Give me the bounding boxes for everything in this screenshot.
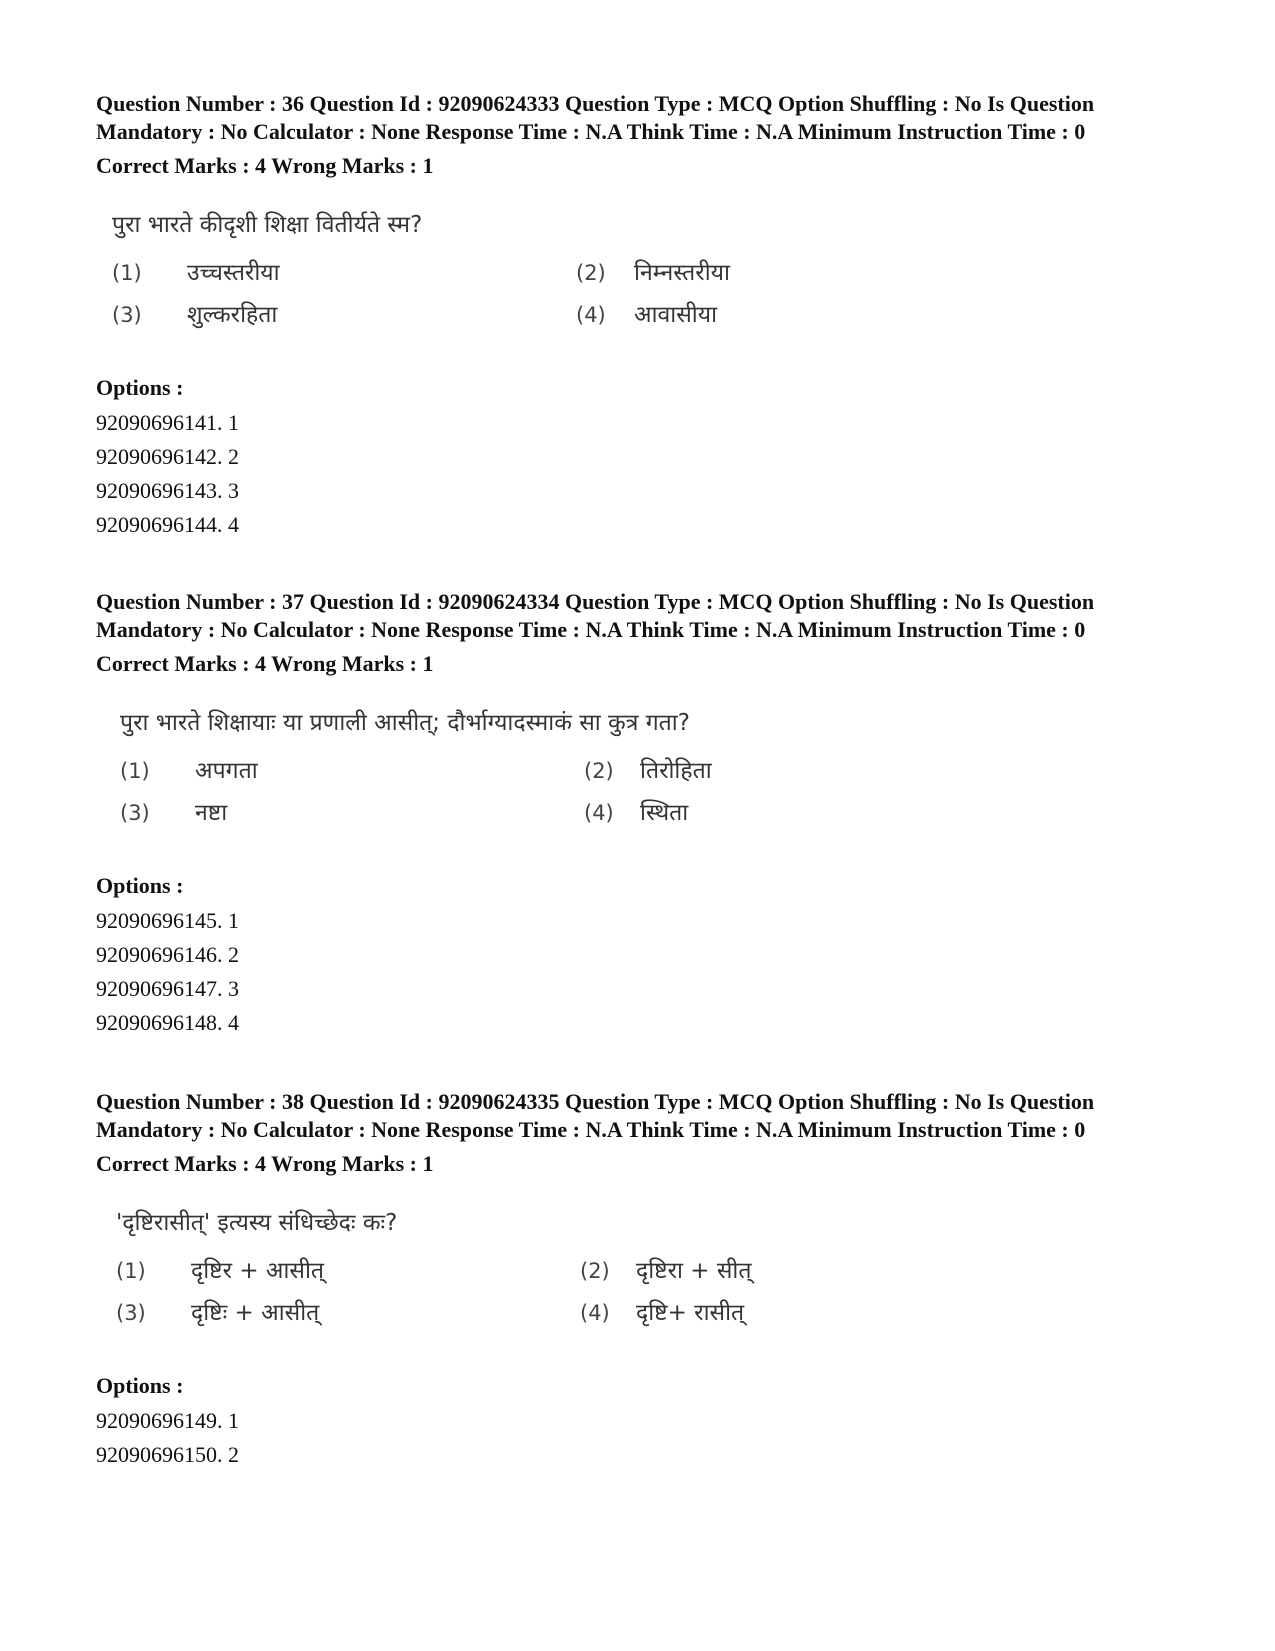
choice-grid bbox=[96, 258, 996, 344]
option-id: 92090696150. 2 bbox=[96, 1442, 239, 1467]
choice-text: दृष्टि+ रासीत् bbox=[636, 1300, 745, 1326]
option-id: 92090696145. 1 bbox=[96, 908, 239, 933]
question-text: 'दृष्टिरासीत्' इत्यस्य संधिच्छेदः कः? bbox=[116, 1210, 398, 1236]
choice-number: (3) bbox=[112, 303, 142, 327]
choice-text: अपगता bbox=[195, 758, 258, 784]
question-content bbox=[96, 210, 996, 344]
choice-text: शुल्करहिता bbox=[187, 302, 278, 328]
option-id: 92090696142. 2 bbox=[96, 444, 239, 469]
question-text: पुरा भारते कीदृशी शिक्षा वितीर्यते स्म? bbox=[112, 212, 423, 238]
question-marks: Correct Marks : 4 Wrong Marks : 1 bbox=[96, 651, 434, 676]
question-meta: Question Number : 38 Question Id : 92090624335 Question Type : MCQ Option Shuffling : No Is Question Mandatory : No Calculator : None Response Time : N.A Think Time : N.A Minimum Instruction Time : 0 bbox=[96, 1089, 1095, 1142]
choice-text: तिरोहिता bbox=[640, 758, 712, 784]
choice-1 bbox=[112, 258, 280, 288]
choice-4 bbox=[580, 1298, 744, 1328]
choice-3 bbox=[120, 798, 227, 828]
option-list bbox=[96, 406, 1176, 542]
choice-grid bbox=[96, 1256, 996, 1342]
options-heading: Options : bbox=[96, 1373, 184, 1398]
choice-text: स्थिता bbox=[640, 800, 689, 826]
option-list bbox=[96, 1404, 1176, 1472]
choice-text: दृष्टिर + आसीत् bbox=[191, 1258, 325, 1284]
question-marks: Correct Marks : 4 Wrong Marks : 1 bbox=[96, 1151, 434, 1176]
choice-text: उच्चस्तरीया bbox=[187, 260, 280, 286]
choice-number: (4) bbox=[580, 1301, 610, 1325]
choice-number: (2) bbox=[580, 1259, 610, 1283]
option-id: 92090696144. 4 bbox=[96, 512, 239, 537]
options-heading: Options : bbox=[96, 375, 184, 400]
choice-number: (4) bbox=[576, 303, 606, 327]
question-meta: Question Number : 37 Question Id : 92090624334 Question Type : MCQ Option Shuffling : No Is Question Mandatory : No Calculator : None Response Time : N.A Think Time : N.A Minimum Instruction Time : 0 bbox=[96, 589, 1095, 642]
question-text: पुरा भारते शिक्षायाः या प्रणाली आसीत्; दौर्भाग्यादस्माकं सा कुत्र गता? bbox=[120, 710, 690, 736]
choice-number: (2) bbox=[576, 261, 606, 285]
choice-grid bbox=[96, 756, 996, 842]
choice-3 bbox=[112, 300, 277, 330]
choice-number: (1) bbox=[116, 1259, 146, 1283]
choice-4 bbox=[576, 300, 717, 330]
option-id: 92090696143. 3 bbox=[96, 478, 239, 503]
choice-number: (1) bbox=[112, 261, 142, 285]
option-id: 92090696146. 2 bbox=[96, 942, 239, 967]
choice-4 bbox=[584, 798, 688, 828]
choice-text: दृष्टिरा + सीत् bbox=[636, 1258, 752, 1284]
choice-text: दृष्टिः + आसीत् bbox=[191, 1300, 320, 1326]
question-36 bbox=[96, 90, 1176, 542]
choice-number: (3) bbox=[116, 1301, 146, 1325]
option-id: 92090696147. 3 bbox=[96, 976, 239, 1001]
choice-text: निम्नस्तरीया bbox=[634, 260, 730, 286]
choice-2 bbox=[584, 756, 712, 786]
option-id: 92090696148. 4 bbox=[96, 1010, 239, 1035]
question-content bbox=[96, 708, 996, 842]
options-heading: Options : bbox=[96, 873, 184, 898]
choice-3 bbox=[116, 1298, 319, 1328]
question-marks: Correct Marks : 4 Wrong Marks : 1 bbox=[96, 153, 434, 178]
choice-number: (3) bbox=[120, 801, 150, 825]
question-meta: Question Number : 36 Question Id : 92090624333 Question Type : MCQ Option Shuffling : No Is Question Mandatory : No Calculator : None Response Time : N.A Think Time : N.A Minimum Instruction Time : 0 bbox=[96, 91, 1095, 144]
option-id: 92090696149. 1 bbox=[96, 1408, 239, 1433]
choice-number: (4) bbox=[584, 801, 614, 825]
choice-number: (1) bbox=[120, 759, 150, 783]
choice-1 bbox=[116, 1256, 324, 1286]
question-37 bbox=[96, 588, 1176, 1040]
choice-2 bbox=[580, 1256, 751, 1286]
question-38 bbox=[96, 1088, 1176, 1472]
choice-text: नष्टा bbox=[195, 800, 228, 826]
choice-1 bbox=[120, 756, 258, 786]
choice-number: (2) bbox=[584, 759, 614, 783]
choice-2 bbox=[576, 258, 730, 288]
question-content bbox=[96, 1208, 996, 1342]
option-list bbox=[96, 904, 1176, 1040]
choice-text: आवासीया bbox=[634, 302, 718, 328]
option-id: 92090696141. 1 bbox=[96, 410, 239, 435]
